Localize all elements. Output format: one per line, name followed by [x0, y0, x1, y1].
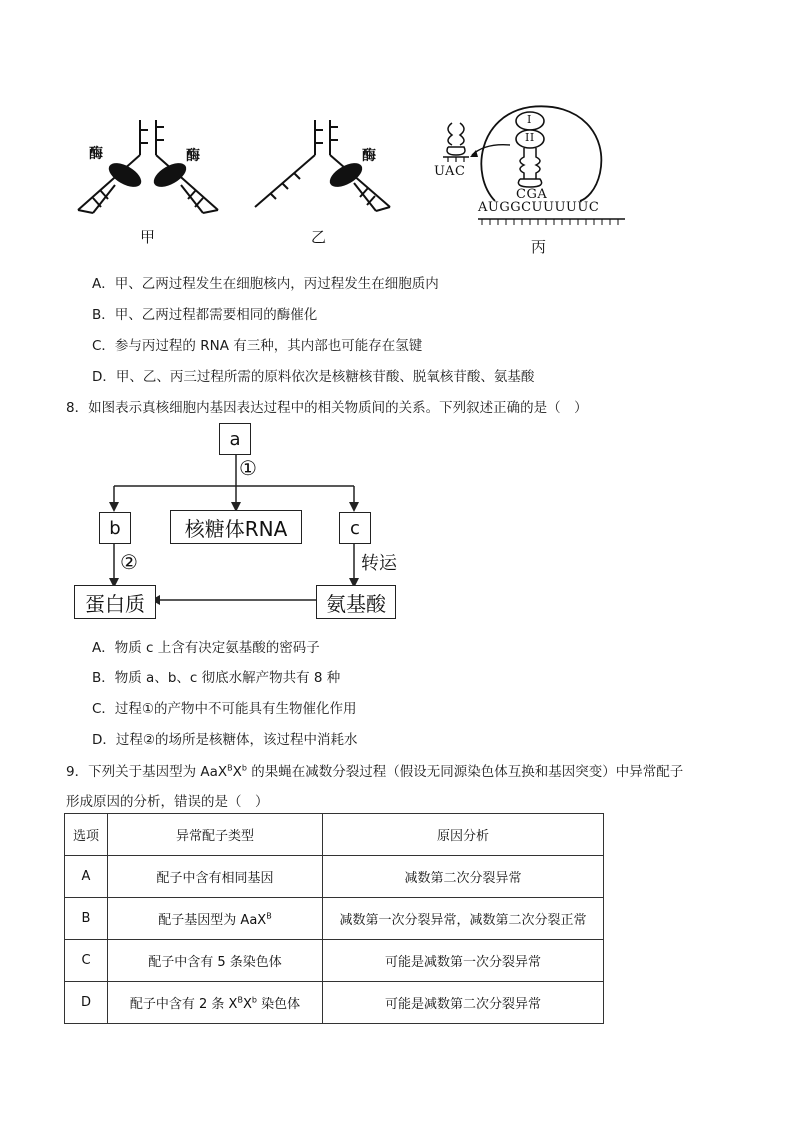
q7-option-a: A．甲、乙两过程发生在细胞核内，丙过程发生在细胞质内 [92, 276, 439, 292]
anticodon-left: UAC [434, 164, 466, 179]
q9-stem-line2: 形成原因的分析，错误的是（ ） [66, 794, 269, 810]
label-bing: 丙 [531, 238, 547, 256]
table-row: B 配子基因型为 AaX$^B$ 减数第一次分裂异常，减数第二次分裂正常 [65, 898, 604, 940]
q8-option-c: C．过程①的产物中不可能具有生物催化作用 [92, 701, 357, 717]
header-gamete-type: 异常配子类型 [108, 814, 323, 856]
transport-label: 转运 [361, 553, 397, 574]
q7-option-d: D．甲、乙、丙三过程所需的原料依次是核糖核苷酸、脱氧核苷酸、氨基酸 [92, 369, 535, 385]
table-row: D 配子中含有 2 条 $X^BX^b$ 染色体 可能是减数第二次分裂异常 [65, 982, 604, 1024]
node-a: a [219, 423, 251, 455]
node-b: b [99, 512, 131, 544]
ribosome-subunit-1: I [527, 113, 532, 126]
q8-option-d: D．过程②的场所是核糖体，该过程中消耗水 [92, 732, 358, 748]
q9-table [64, 813, 604, 1024]
table-row: C 配子中含有 5 条染色体 可能是减数第一次分裂异常 [65, 940, 604, 982]
q7-option-b: B．甲、乙两过程都需要相同的酶催化 [92, 307, 318, 323]
mrna-sequence: AUGGCUUUUUC [478, 200, 600, 215]
table-header-row [65, 814, 604, 856]
enzyme-label-jia: 酶 [89, 146, 103, 162]
enzyme-label-yi: 酶 [362, 148, 376, 164]
node-c: c [339, 512, 371, 544]
table-row: A 配子中含有相同基因 减数第二次分裂异常 [65, 856, 604, 898]
q8-stem: 8．如图表示真核细胞内基因表达过程中的相关物质间的关系。下列叙述正确的是（ ） [66, 400, 588, 416]
step-2-label: ② [120, 550, 138, 574]
step-1-label: ① [239, 456, 257, 480]
enzyme-label-jia-right: 酶 [186, 148, 200, 164]
q7-option-c: C．参与丙过程的 RNA 有三种，其内部也可能存在氢键 [92, 338, 423, 354]
header-option: 选项 [65, 814, 108, 856]
ribosome-subunit-2: II [525, 131, 535, 144]
node-amino-acid: 氨基酸 [316, 585, 396, 619]
q9-stem: 9．下列关于基因型为 $AaX^BX^b$ 的果蝇在减数分裂过程（假设无同源染色体互换和基因突变）中异常配子 [66, 763, 684, 780]
node-protein: 蛋白质 [74, 585, 156, 619]
anticodon-mid: CGA [516, 187, 548, 202]
label-yi: 乙 [311, 228, 327, 246]
label-jia: 甲 [140, 228, 156, 246]
q8-option-a: A．物质 c 上含有决定氨基酸的密码子 [92, 640, 320, 656]
node-rrna: 核糖体RNA [170, 510, 302, 544]
header-reason: 原因分析 [323, 814, 604, 856]
q8-option-b: B．物质 a、b、c 彻底水解产物共有 8 种 [92, 670, 341, 686]
